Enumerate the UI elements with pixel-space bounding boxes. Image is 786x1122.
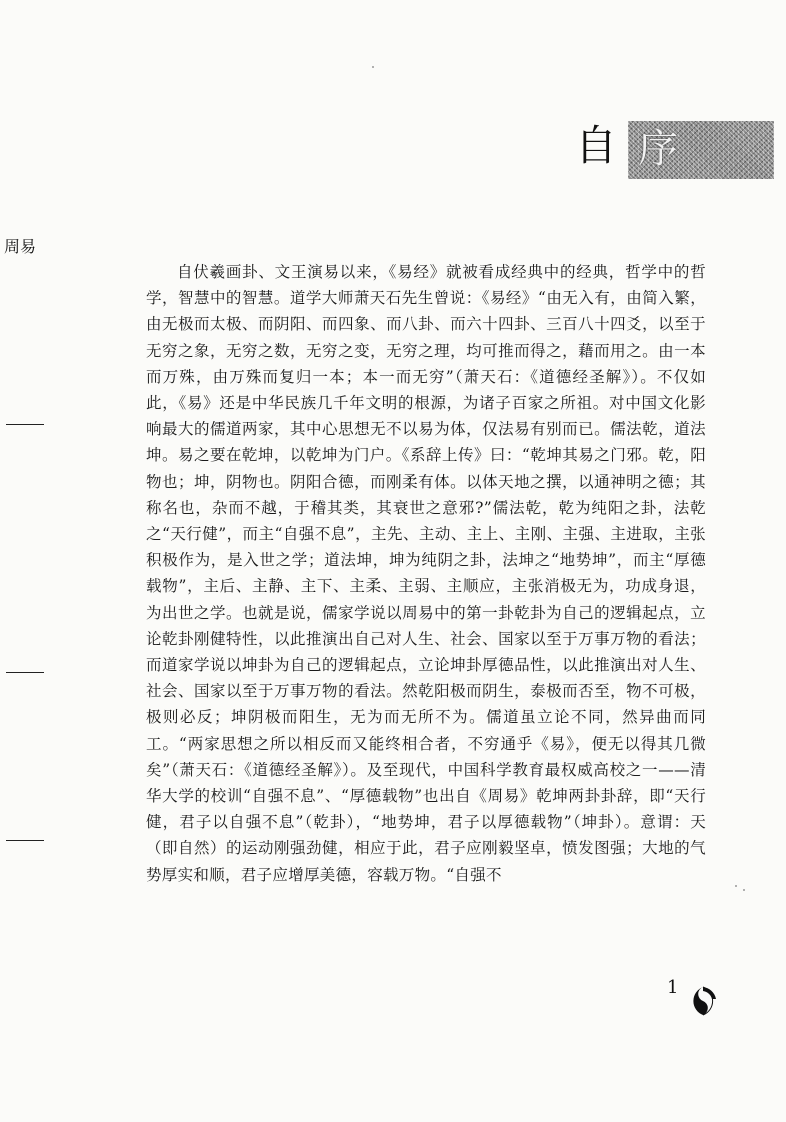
side-rule	[6, 840, 44, 841]
preface-body: 自伏羲画卦、文王演易以来，《易经》就被看成经典中的经典，哲学中的哲学，智慧中的智慧。道学大师萧天石先生曾说：《易经》“由无入有，由简入繁，由无极而太极、而阴阳、而四象、而八卦、而六十四卦、三百八十四爻，以至于无穷之象，无穷之数，无穷之变，无穷之理，均可推而得之，藉而用之。由一本而万殊，由万殊而复归一本；本一而无穷”（萧天石：《道德经圣解》）。不仅如此，《易》还是中华民族几千年文明的根源，为诸子百家之所祖。对中国文化影响最大的儒道两家，其中心思想无不以易为体，仅法易有别而已。儒法乾，道法坤。易之要在乾坤，以乾坤为门户。《系辞上传》曰：“乾坤其易之门邪。乾，阳物也；坤，阴物也。阴阳合德，而刚柔有体。以体天地之撰，以通神明之德；其称名也，杂而不越，于稽其类，其衰世之意邪?”儒法乾，乾为纯阳之卦，法乾之“天行健”，而主“自强不息”，主先、主动、主上、主刚、主强、主进取，主张积极作为，是入世之学；道法坤，坤为纯阴之卦，法坤之“地势坤”，而主“厚德载物”，主后、主静、主下、主柔、主弱、主顺应，主张消极无为，功成身退，为出世之学。也就是说，儒家学说以周易中的第一卦乾卦为自己的逻辑起点，立论乾卦刚健特性，以此推演出自己对人生、社会、国家以至于万事万物的看法；而道家学说以坤卦为自己的逻辑起点，立论坤卦厚德品性，以此推演出对人生、社会、国家以至于万事万物的看法。然乾阳极而阴生，泰极而否至，物不可极，极则必反；坤阴极而阳生，无为而无所不为。儒道虽立论不同，然异曲而同工。“两家思想之所以相反而又能终相合者，不穷通乎《易》，便无以得其几微矣”（萧天石：《道德经圣解》）。及至现代，中国科学教育最权威高校之一——清华大学的校训“自强不息”、“厚德载物”也出自《周易》乾坤两卦卦辞，即“天行健，君子以自强不息”（乾卦），“地势坤，君子以厚德载物”（坤卦）。意谓：天（即自然）的运动刚强劲健，相应于此，君子应刚毅坚卓，愤发图强；大地的气势厚实和顺，君子应增厚美德，容载万物。“自强不	[146, 263, 706, 884]
side-title: 周易	[4, 237, 37, 256]
heading-box	[628, 121, 774, 179]
taiji-icon	[686, 985, 720, 1017]
scan-speck	[372, 66, 374, 68]
page-number: 1	[667, 977, 679, 998]
scan-speck	[735, 885, 737, 887]
side-rule	[6, 424, 44, 425]
scan-speck	[743, 889, 745, 891]
heading-char-xu: 序	[638, 126, 678, 172]
side-rule	[6, 672, 44, 673]
heading-char-zi: 自	[575, 121, 618, 170]
